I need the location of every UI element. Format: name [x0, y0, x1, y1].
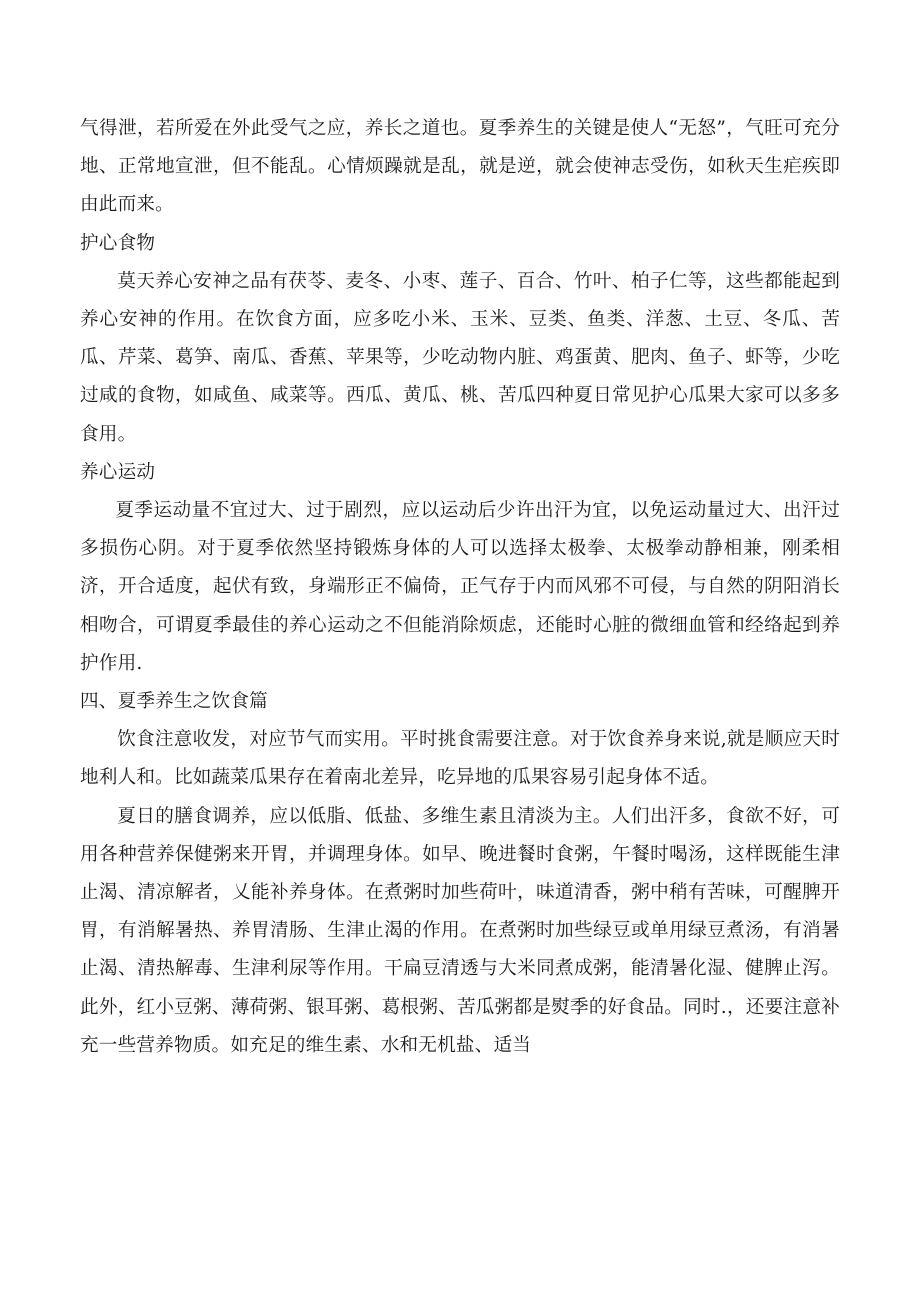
- section-heading-summer-diet: 四、夏季养生之饮食篇: [80, 691, 268, 713]
- section-heading-heart-exercise: 养心运动: [80, 461, 156, 483]
- paragraph-intro: 气得泄，若所爱在外此受气之应，养长之道也。夏季养生的关键是使人“无怒”，气旺可充分地、正常地宣泄，但不能乱。心情烦躁就是乱，就是逆，就会使神志受伤，如秋天生疟疾即由此而来。: [80, 118, 840, 216]
- paragraph-diet-details: 夏日的膳食调养，应以低脂、低盐、多维生素且清淡为主。人们出汗多，食欲不好，可用各种营养保健粥来开胃，并调理身体。如早、晚进餐时食粥，午餐时喝汤，这样既能生津止渴、清凉解者，乂能补养身体。在煮粥时加些荷叶，味道清香，粥中稍有苦味，可醒脾开胃，有消解暑热、养胃清肠、生津止渴的作用。在煮粥时加些绿豆或单用绿豆煮汤，有消暑止渴、清热解毒、生津利尿等作用。干扁豆清透与大米同煮成粥，能清暑化湿、健脾止泻。此外，红小豆粥、薄荷粥、银耳粥、葛根粥、苦瓜粥都是熨季的好食品。同时.，还要注意补充一些营养物质。如充足的维生素、水和无机盐、适当: [80, 805, 840, 1056]
- paragraph-heart-exercise: 夏季运动量不宜过大、过于剧烈，应以运动后少许出汗为宜，以免运动量过大、出汗过多损伤心阴。对于夏季依然坚持锻炼身体的人可以选择太极拳、太极拳动静相兼，刚柔相济，开合适度，起伏有致，身端形正不偏倚，正气存于内而风邪不可侵，与自然的阴阳消长相吻合，可谓夏季最佳的养心运动之不但能消除烦虑，还能时心脏的微细血管和经络起到养护作用.: [80, 500, 840, 674]
- paragraph-diet-principles: 饮食注意收发，对应节气而实用。平时挑食需要注意。对于饮食养身来说,就是顺应天时地利人和。比如蔬菜瓜果存在着南北差异，吃异地的瓜果容易引起身体不适。: [80, 729, 840, 789]
- paragraph-heart-food: 莫天养心安神之品有茯苓、麦冬、小枣、莲子、百合、竹叶、柏子仁等，这些都能起到养心安神的作用。在饮食方面，应多吃小米、玉米、豆类、鱼类、洋葱、土豆、冬瓜、苦瓜、芹菜、葛笋、南瓜、香蕉、苹果等，少吃动物内脏、鸡蛋黄、肥肉、鱼子、虾等，少吃过咸的食物，如咸鱼、咸菜等。西瓜、黄瓜、桃、苦瓜四种夏日常见护心瓜果大家可以多多食用。: [80, 270, 840, 445]
- document-body: [80, 110, 840, 1065]
- section-heading-heart-food: 护心食物: [80, 232, 156, 254]
